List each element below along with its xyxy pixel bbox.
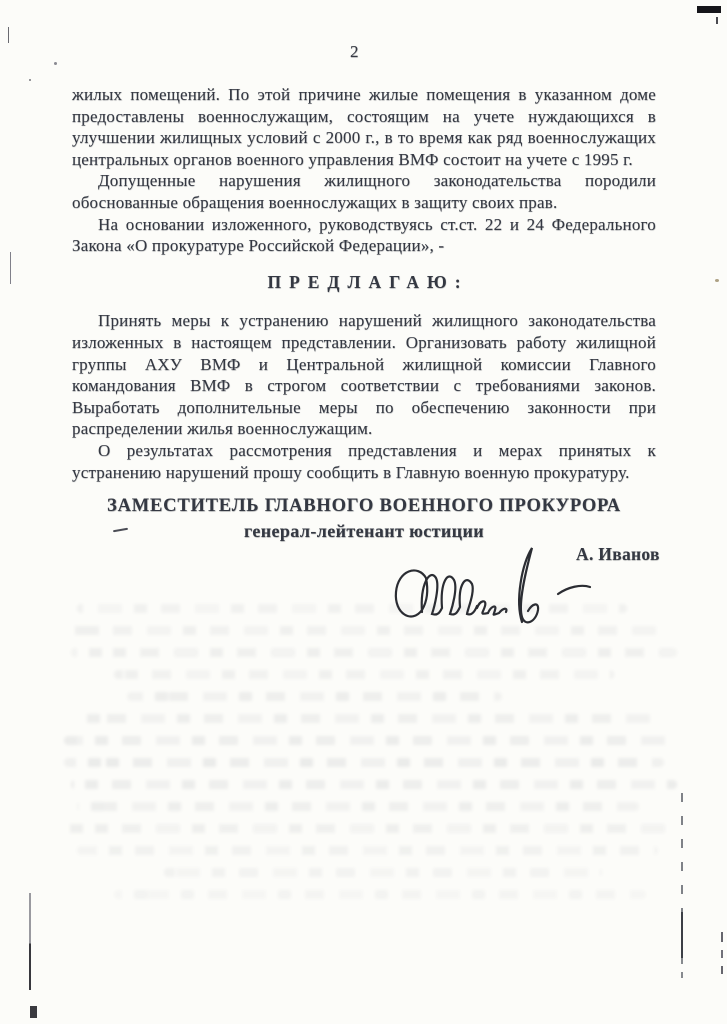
scan-speck: [715, 279, 719, 282]
paragraph: Принять меры к устранению нарушений жилищного законодательства изложенных в настоящем представлении. Организовать работу жилищной группы АХУ ВМФ и Центральной жилищной комиссии Главного командования ВМФ в строгом соответствии с требованиями законов. Выработать дополнительные меры по обеспечению законности при распределении жилья военнослужащим.: [72, 311, 656, 439]
scan-speck: [54, 62, 57, 65]
bleed-through-text-artifact: [52, 604, 677, 912]
document-body: [72, 84, 656, 483]
signer-position-title: ЗАМЕСТИТЕЛЬ ГЛАВНОГО ВОЕННОГО ПРОКУРОРА: [107, 496, 621, 516]
scan-edge-tick-top: [8, 27, 9, 43]
scan-fold-dash-tail: [681, 958, 683, 984]
scan-edge-dash: [721, 950, 723, 958]
ghost-line: [77, 802, 640, 811]
ghost-line: [115, 670, 615, 679]
paragraph: На основании изложенного, руководствуясь ст.ст. 22 и 24 Федерального Закона «О прокуратуре Российской Федерации», -: [72, 214, 656, 256]
signer-name: А. Иванов: [576, 544, 660, 564]
ghost-line: [71, 648, 677, 657]
ghost-line: [65, 758, 665, 767]
scan-edge-block: [30, 1006, 37, 1018]
ghost-line: [71, 626, 665, 635]
directive-heading: ПРЕДЛАГАЮ:: [267, 271, 469, 292]
paragraph: О результатах рассмотрения представления и мерах принятых к устранению нарушений прошу сообщить в Главную военную прокуратуру.: [72, 440, 656, 482]
paragraph: Допущенные нарушения жилищного законодательства породили обоснованные обращения военнослужащих в защиту своих прав.: [72, 171, 656, 212]
scan-corner-tick: [716, 17, 718, 24]
scan-fold-dashed-line: [681, 793, 683, 923]
scan-edge-tick-mid: [10, 252, 11, 284]
scan-speck: [29, 79, 31, 81]
ghost-line: [115, 890, 646, 899]
signer-rank: генерал-лейтенант юстиции: [244, 521, 484, 541]
ghost-line: [77, 714, 652, 723]
page-number: 2: [350, 42, 359, 61]
scan-edge-line-bottom: [29, 893, 31, 990]
ghost-line: [77, 846, 658, 855]
scan-edge-dash: [721, 932, 723, 942]
ghost-line: [65, 736, 678, 745]
ghost-line: [165, 868, 603, 877]
ghost-line: [65, 824, 671, 833]
paragraph-continuation: жилых помещений. По этой причине жилые помещения в указанном доме предоставлены военнослужащим, состоящим на учете нуждающихся в улучшении жилищных условий с 2000 г., в то время как ряд военнослужащих центральных органов военного управления ВМФ состоит на учете с 1995 г.: [72, 85, 656, 169]
scan-edge-dash: [721, 966, 723, 974]
ghost-line: [127, 692, 502, 701]
ghost-line: [77, 604, 627, 613]
ghost-line: [71, 780, 677, 789]
scan-corner-mark: [697, 6, 721, 13]
scan-fold-line-segment: [681, 912, 683, 958]
